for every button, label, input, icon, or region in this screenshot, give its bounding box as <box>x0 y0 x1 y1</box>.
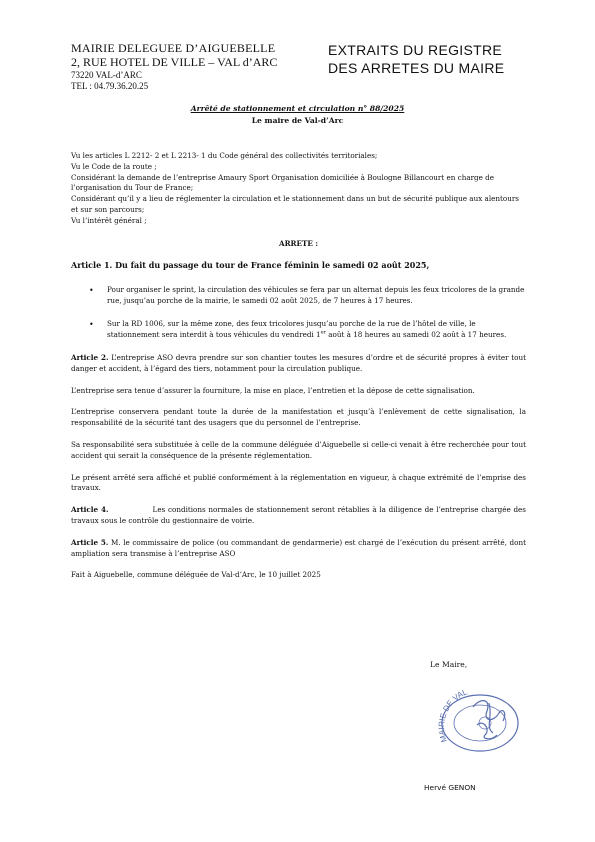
issuer-phone: TEL : 04.79.36.20.25 <box>71 80 149 91</box>
bullet-text <box>107 319 506 339</box>
consideration-item: Vu les articles L 2212- 2 et L 2213- 1 du Code général des collectivités territoriales; <box>71 151 378 160</box>
considerations-list <box>71 151 526 227</box>
article-5 <box>71 538 526 560</box>
decision-heading: ARRETE : <box>279 238 318 248</box>
bullet-icon: • <box>89 319 94 329</box>
article-4-label: Article 4. <box>71 505 109 515</box>
bullet-text-start: Sur la RD 1006, sur la même zone, des feux tricolores jusqu’au porche de la rue de l’hôtel de ville, le stationnement sera interdit à tous véhicules du vendredi 1 <box>107 318 476 340</box>
consideration-item: Considérant qu’il y a lieu de réglementer la circulation et le stationnement dans un but de sécurité publique aux alentours et sur son parcours; <box>71 194 519 214</box>
bullet-icon: • <box>89 286 94 296</box>
article-2-text: L’entreprise ASO devra prendre sur son chantier toutes les mesures d’ordre et de sécurité propres à éviter tout danger et accident, à l’égard des tiers, notamment pour la circulation publique. <box>71 352 526 373</box>
list-item <box>71 285 526 307</box>
list-item <box>71 319 526 341</box>
paragraph: Sa responsabilité sera substituée à celle de la commune déléguée d’Aiguebelle si celle-ci venait à être recherchée pour tout accident qui serait la conséquence de la présente réglementation. <box>71 439 526 460</box>
issuer-address-block <box>71 41 277 91</box>
issuer-postcode: 73220 VAL-d’ARC <box>71 69 142 80</box>
consideration-item: Vu l’intérêt général ; <box>71 215 147 225</box>
article-5-text: M. le commissaire de police (ou commandant de gendarmerie) est chargé de l’exécution du présent arrêté, dont ampliation sera transmise à l’entreprise ASO <box>71 537 526 558</box>
consideration-item: Vu le Code de la route ; <box>71 161 157 171</box>
issuer-street: 2, RUE HOTEL DE VILLE – VAL d’ARC <box>71 55 278 70</box>
article-4-text: Les conditions normales de stationnement seront rétablies à la diligence de l’entreprise chargée des travaux sous le contrôle du gestionnaire de voirie. <box>71 505 526 525</box>
article-2 <box>71 353 526 375</box>
decree-body <box>71 151 526 592</box>
article-2-label: Article 2. <box>71 352 109 362</box>
paragraph: L’entreprise sera tenue d’assurer la fourniture, la mise en place, l’entretien et la dépose de cette signalisation. <box>71 385 475 395</box>
article-5-label: Article 5. <box>71 537 109 547</box>
decree-authority: Le maire de Val-d’Arc <box>251 116 344 125</box>
signature-label: Le Maire, <box>430 660 468 669</box>
consideration-item: Considérant la demande de l’entreprise Amaury Sport Organisation domiciliée à Boulogne Billancourt en charge de l’organisation du Tour de France; <box>71 172 495 193</box>
signer-name: Hervé GENON <box>424 783 476 792</box>
closing-line: Fait à Aiguebelle, commune déléguée de Val-d’Arc, le 10 juillet 2025 <box>71 570 321 580</box>
paragraph: L’entreprise conservera pendant toute la durée de la manifestation et jusqu’à l’enlèvement de cette signalisation, la responsabilité de la sécurité tant des usagers que du personnel de l’entreprise. <box>71 407 526 428</box>
article-1-heading: Article 1. Du fait du passage du tour de France féminin le samedi 02 août 2025, <box>71 260 430 271</box>
decree-title: Arrêté de stationnement et circulation n° 88/2025 <box>190 104 405 113</box>
register-heading-line2: DES ARRETES DU MAIRE <box>328 59 505 76</box>
article-4 <box>71 505 526 527</box>
article-1-bullets <box>71 285 526 341</box>
issuer-name: MAIRIE DELEGUEE D’AIGUEBELLE <box>71 41 276 55</box>
official-stamp <box>433 683 525 753</box>
register-heading <box>328 42 504 77</box>
register-heading-line1: EXTRAITS DU REGISTRE <box>328 42 503 58</box>
bullet-text-end: août à 18 heures au samedi 02 août à 17 heures. <box>325 330 507 340</box>
bullet-text: Pour organiser le sprint, la circulation des véhicules se fera par un alternat depuis les feux tricolores de la grande rue, jusqu’au porche de la mairie, le samedi 02 août 2025, de 7 heures à 17 heures. <box>107 285 525 306</box>
ordinal-suffix: er <box>320 329 326 336</box>
paragraph: Le présent arrêté sera affiché et publié conformément à la réglementation en vigueur, à chaque extrémité de l’emprise des travaux. <box>71 472 526 493</box>
stamp-text: MAIRIE DE VAL <box>436 687 469 744</box>
